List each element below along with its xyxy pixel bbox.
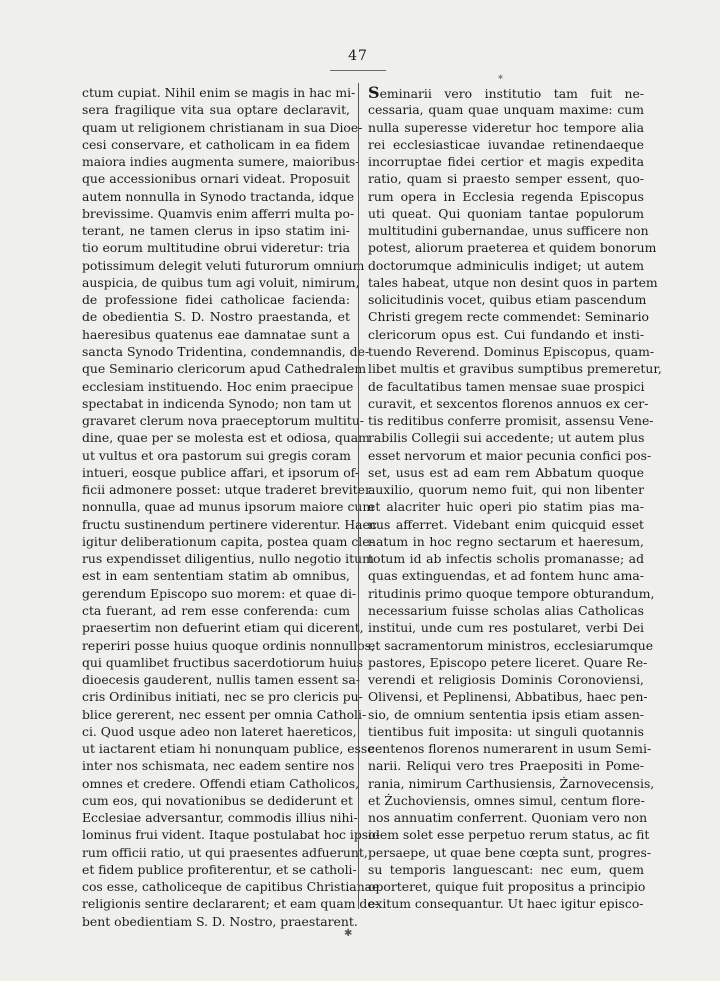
text-line: pastores, Episcopo petere liceret. Quare Re-: [368, 654, 648, 670]
text-line: nus afferret. Videbant enim quicquid esset: [368, 516, 644, 532]
text-line: et alacriter huic operi pio statim pias ma-: [368, 499, 644, 515]
text-line: bent obedientiam S. D. Nostro, praestarent.: [82, 913, 358, 929]
text-line: rum opera in Ecclesia regenda Episcopus: [368, 188, 644, 204]
text-line: dioecesis gauderent, nullis tamen essent sa-: [82, 672, 360, 688]
text-line: Ecclesiae adversantur, commodis illius nihi-: [82, 810, 358, 826]
text-line: solicitudinis vocet, quibus etiam pascendum: [368, 292, 647, 308]
text-line: et Żuchoviensis, omnes simul, centum flore-: [368, 792, 645, 808]
text-line: lominus frui vident. Itaque postulabat hoc ipso-: [82, 827, 380, 843]
text-line: est in eam sententiam statim ab omnibus,: [82, 568, 350, 584]
text-line: persaepe, ut quae bene cœpta sunt, progres-: [368, 844, 652, 860]
text-line: gravaret clerum nova praeceptorum multitu-: [82, 413, 364, 429]
text-line: verendi et religiosis Dominis Coronoviensi,: [368, 672, 644, 688]
text-line: su temporis languescant: nec eum, quem: [368, 861, 644, 877]
text-line: spectabat in indicenda Synodo; non tam ut: [82, 395, 352, 411]
text-line: Seminarii vero institutio tam fuit ne-: [368, 83, 644, 102]
text-line: omnes et credere. Offendi etiam Catholicos,: [82, 775, 360, 791]
text-line: fructu sustinendum pertinere viderentur. Haec: [82, 516, 377, 532]
text-line: tio eorum multitudine obrui videretur: tria: [82, 240, 350, 256]
text-line: quam ut religionem christianam in sua Dioe-: [82, 119, 363, 135]
ink-speck-icon: ✱: [344, 928, 353, 939]
text-line: rus expendisset diligentius, nullo negotio itum: [82, 551, 374, 567]
text-line: ratio, quam si praesto semper essent, quo-: [368, 171, 644, 187]
text-line: set, usus est ad eam rem Abbatum quoque: [368, 464, 644, 480]
right-text-column: [368, 83, 662, 913]
text-line: institui, unde cum res postularet, verbi Dei: [368, 620, 644, 636]
text-line: et fidem publice profiterentur, et se catholi-: [82, 861, 357, 877]
text-line: cum eos, qui novationibus se dediderunt et: [82, 792, 353, 808]
text-line: totum id ab infectis scholis promanasse; ad: [368, 551, 644, 567]
text-line: Christi gregem recte commendet: Seminario: [368, 309, 649, 325]
text-line: ci. Quod usque adeo non lateret haereticos,: [82, 723, 357, 739]
text-line: intueri, eosque publice affari, et ipsorum of-: [82, 464, 359, 480]
text-line: necessarium fuisse scholas alias Catholicas: [368, 602, 644, 618]
text-line: maiora indies augmenta sumere, maioribus-: [82, 154, 360, 170]
text-line: idem solet esse perpetuo rerum status, ac fit: [368, 827, 650, 843]
left-text-column: [82, 84, 380, 930]
text-line: centenos florenos numerarent in usum Semi-: [368, 741, 652, 757]
text-line: de facultatibus tamen mensae suae prospici: [368, 378, 645, 394]
text-line: cta fuerant, ad rem esse conferenda: cum: [82, 602, 350, 618]
text-line: oporteret, quique fuit propositus a principio: [368, 879, 646, 895]
text-line: potest, aliorum praeterea et quidem bonorum: [368, 240, 657, 256]
text-line: nulla superesse videretur hoc tempore alia: [368, 119, 644, 135]
text-line: sio, de omnium sententia ipsis etiam assen-: [368, 706, 644, 722]
text-line: narii. Reliqui vero tres Praepositi in Pome-: [368, 758, 644, 774]
text-line: libet multis et gravibus sumptibus premeretur,: [368, 361, 662, 377]
text-line: de professione fidei catholicae facienda:: [82, 292, 350, 308]
page-number: 47: [348, 48, 368, 64]
text-line: cris Ordinibus initiati, nec se pro clericis pu-: [82, 689, 363, 705]
text-line: ut vultus et ora pastorum sui gregis coram: [82, 447, 351, 463]
text-line: cessaria, quam quae unquam maxime: cum: [368, 102, 644, 118]
text-line: nonnulla, quae ad munus ipsorum maiore cum: [82, 499, 375, 515]
text-line: dine, quae per se molesta est et odiosa, quam: [82, 430, 370, 446]
text-line: nos annuatim conferrent. Quoniam vero non: [368, 810, 648, 826]
text-line: brevissime. Quamvis enim afferri multa po-: [82, 205, 355, 221]
text-line: de obedientia S. D. Nostro praestanda, et: [82, 309, 350, 325]
text-line: ctum cupiat. Nihil enim se magis in hac mi-: [82, 85, 356, 100]
column-divider: [358, 83, 359, 909]
text-line: autem nonnulla in Synodo tractanda, idque: [82, 188, 355, 204]
text-line: terant, ne tamen clerus in ipso statim ini-: [82, 223, 350, 239]
text-line: tales habeat, utque non desint quos in partem: [368, 274, 658, 290]
header-ornament: [330, 64, 386, 71]
text-line: cos esse, catholiceque de capitibus Christianae: [82, 879, 380, 895]
text-line: ut iactarent etiam hi nonunquam publice, esse: [82, 741, 375, 757]
text-line: inter nos schismata, nec eadem sentire nos: [82, 758, 355, 774]
text-line: tuendo Reverend. Dominus Episcopus, quam-: [368, 343, 655, 359]
text-line: sera fragilique vita sua optare declaravit,: [82, 102, 350, 118]
text-line: gerendum Episcopo suo morem: et quae di-: [82, 585, 357, 601]
text-line: uti queat. Qui quoniam tantae populorum: [368, 205, 644, 221]
text-line: blice gererent, nec essent per omnia Catholi-: [82, 706, 367, 722]
text-line: rania, nimirum Carthusiensis, Żarnovecensis,: [368, 775, 655, 791]
text-line: rei ecclesiasticae iuvandae retinendaeque: [368, 136, 644, 152]
text-line: auspicia, de quibus tum agi voluit, nimirum,: [82, 274, 360, 290]
text-line: religionis sentire declararent; et eam quam de-: [82, 896, 379, 912]
text-line: incorruptae fidei certior et magis expedita: [368, 154, 644, 170]
text-line: curavit, et sexcentos florenos annuos ex cer-: [368, 395, 649, 411]
text-line: igitur deliberationum capita, postea quam cle-: [82, 533, 374, 549]
text-line: haeresibus quatenus eae damnatae sunt a: [82, 326, 350, 342]
text-line: praesertim non defuerint etiam qui dicerent,: [82, 620, 364, 636]
ink-speck-icon: *: [498, 74, 503, 85]
text-line: auxilio, quorum nemo fuit, qui non libenter: [368, 482, 644, 498]
text-line: esset nervorum et maior pecunia confici pos-: [368, 447, 652, 463]
text-line: ecclesiam instituendo. Hoc enim praecipue: [82, 378, 354, 394]
text-line: tientibus fuit imposita: ut singuli quotannis: [368, 723, 644, 739]
text-line: multitudini gubernandae, unus sufficere non: [368, 223, 649, 239]
text-line: et sacramentorum ministros, ecclesiarumque: [368, 637, 654, 653]
text-line: ritudinis primo quoque tempore obturandum,: [368, 585, 655, 601]
text-line: Olivensi, et Peplinensi, Abbatibus, haec pen-: [368, 689, 648, 705]
text-line: sancta Synodo Tridentina, condemnandis, de-: [82, 343, 370, 359]
text-line: potissimum delegit veluti futurorum omnium: [82, 257, 365, 273]
text-line: natum in hoc regno sectarum et haeresum,: [368, 533, 644, 549]
text-line: exitum consequantur. Ut haec igitur episco-: [368, 896, 644, 912]
text-line: qui quamlibet fructibus sacerdotiorum huius: [82, 654, 364, 670]
text-line: que Seminario clericorum apud Cathedralem: [82, 361, 367, 377]
text-line: que accessionibus ornari videat. Proposuit: [82, 171, 350, 187]
text-line: quas extinguendas, et ad fontem hunc ama-: [368, 568, 644, 584]
text-line: clericorum opus est. Cui fundando et insti-: [368, 326, 644, 342]
text-line: tis reditibus conferre promisit, assensu Vene-: [368, 413, 654, 429]
text-line: reperiri posse huius quoque ordinis nonnullos,: [82, 637, 375, 653]
text-line: ficii admonere posset: utque traderet breviter: [82, 482, 371, 498]
text-line: doctorumque adminiculis indiget; ut autem: [368, 257, 644, 273]
text-line: cesi conservare, et catholicam in ea fidem: [82, 136, 350, 152]
text-line: rum officii ratio, ut qui praesentes adfuerunt,: [82, 844, 368, 860]
text-line: rabilis Collegii sui accedente; ut autem plus: [368, 430, 645, 446]
